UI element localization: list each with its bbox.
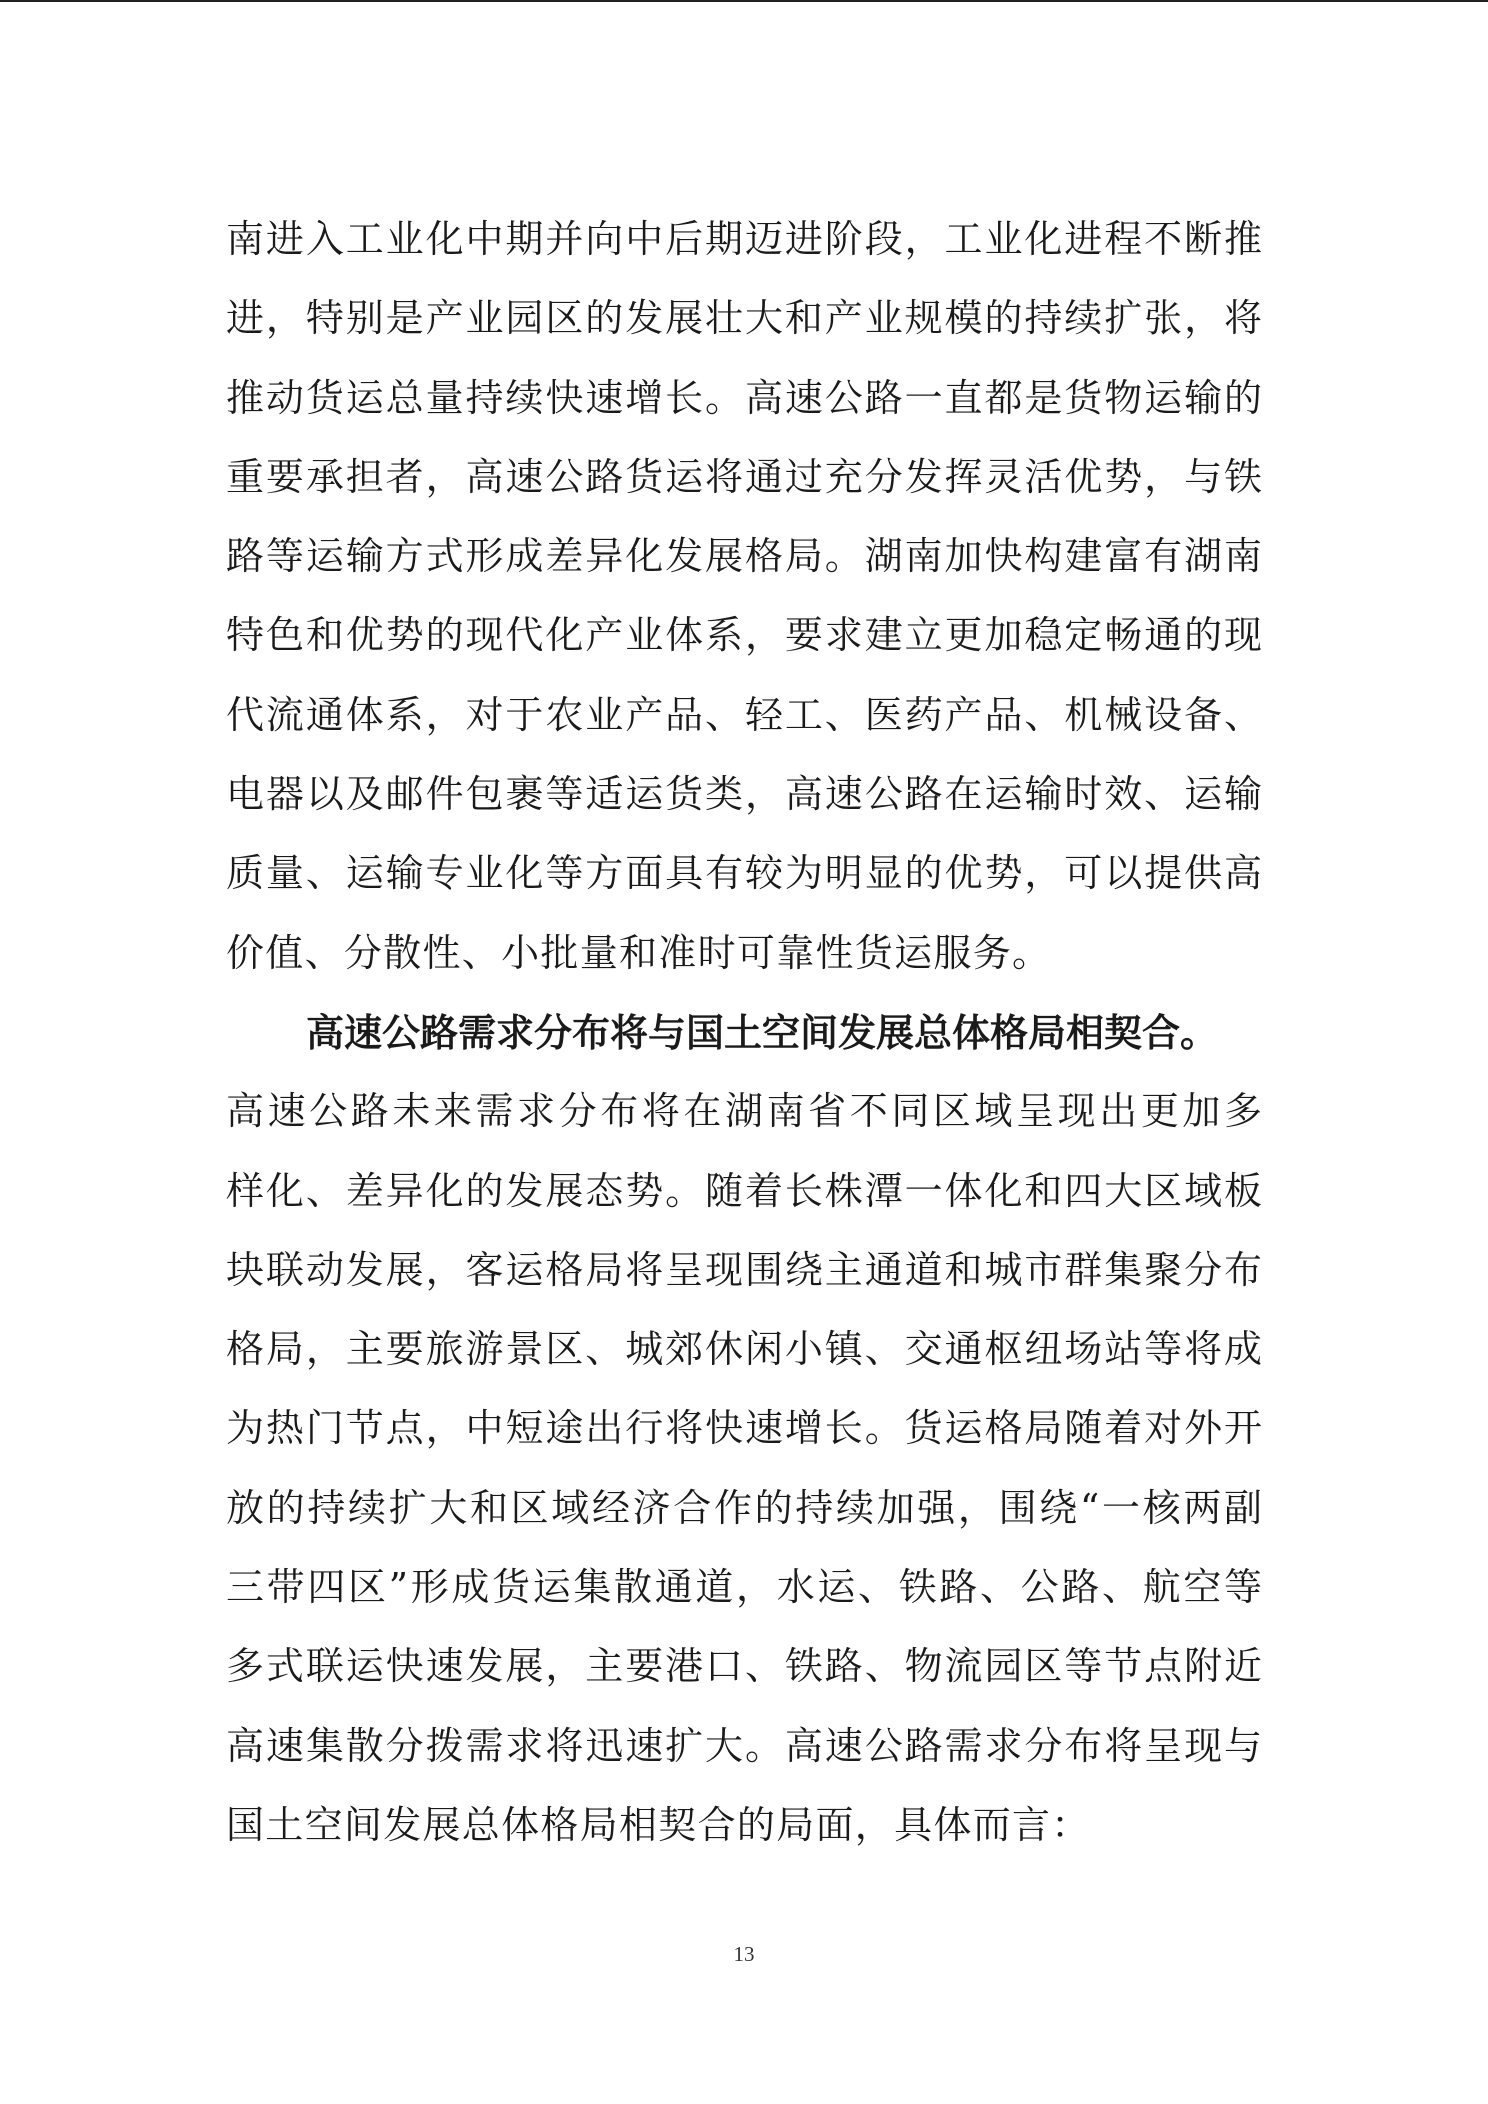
text-line: 高速集散分拨需求将迅速扩大。高速公路需求分布将呈现与	[226, 1723, 1262, 1768]
text-line: 国土空间发展总体格局相契合的局面，具体而言：	[226, 1802, 1091, 1847]
text-line: 三带四区”形成货运集散通道，水运、铁路、公路、航空等	[226, 1565, 1262, 1610]
text-line: 进，特别是产业园区的发展壮大和产业规模的持续扩张，将	[226, 296, 1262, 341]
text-line: 代流通体系，对于农业产品、轻工、医药产品、机械设备、	[226, 692, 1262, 737]
text-line: 重要承担者，高速公路货运将通过充分发挥灵活优势，与铁	[226, 454, 1262, 499]
text-line: 为热门节点，中短途出行将快速增长。货运格局随着对外开	[226, 1406, 1262, 1451]
page-number: 13	[733, 1942, 755, 1966]
text-line: 高速公路未来需求分布将在湖南省不同区域呈现出更加多	[226, 1089, 1262, 1134]
text-line: 特色和优势的现代化产业体系，要求建立更加稳定畅通的现	[226, 613, 1262, 658]
text-line: 推动货运总量持续快速增长。高速公路一直都是货物运输的	[226, 375, 1262, 420]
paragraph-demand-distribution	[226, 993, 1262, 1865]
text-line: 电器以及邮件包裹等适运货类，高速公路在运输时效、运输	[226, 772, 1262, 817]
text-line: 格局，主要旅游景区、城郊休闲小镇、交通枢纽场站等将成	[226, 1327, 1262, 1372]
text-line: 放的持续扩大和区域经济合作的持续加强，围绕“一核两副	[226, 1485, 1262, 1530]
text-line: 块联动发展，客运格局将呈现围绕主通道和城市群集聚分布	[226, 1247, 1262, 1292]
text-line: 路等运输方式形成差异化发展格局。湖南加快构建富有湖南	[226, 534, 1262, 579]
document-body	[226, 200, 1262, 1865]
text-line: 多式联运快速发展，主要港口、铁路、物流园区等节点附近	[226, 1644, 1262, 1689]
paragraph-freight-demand	[226, 200, 1262, 993]
text-line: 样化、差异化的发展态势。随着长株潭一体化和四大区域板	[226, 1168, 1262, 1213]
page-top-border	[0, 0, 1488, 2]
section-heading: 高速公路需求分布将与国土空间发展总体格局相契合。	[306, 1009, 1219, 1055]
text-line: 南进入工业化中期并向中后期迈进阶段，工业化进程不断推	[226, 217, 1262, 261]
text-line: 质量、运输专业化等方面具有较为明显的优势，可以提供高	[226, 851, 1262, 896]
text-line: 价值、分散性、小批量和准时可靠性货运服务。	[226, 930, 1052, 975]
